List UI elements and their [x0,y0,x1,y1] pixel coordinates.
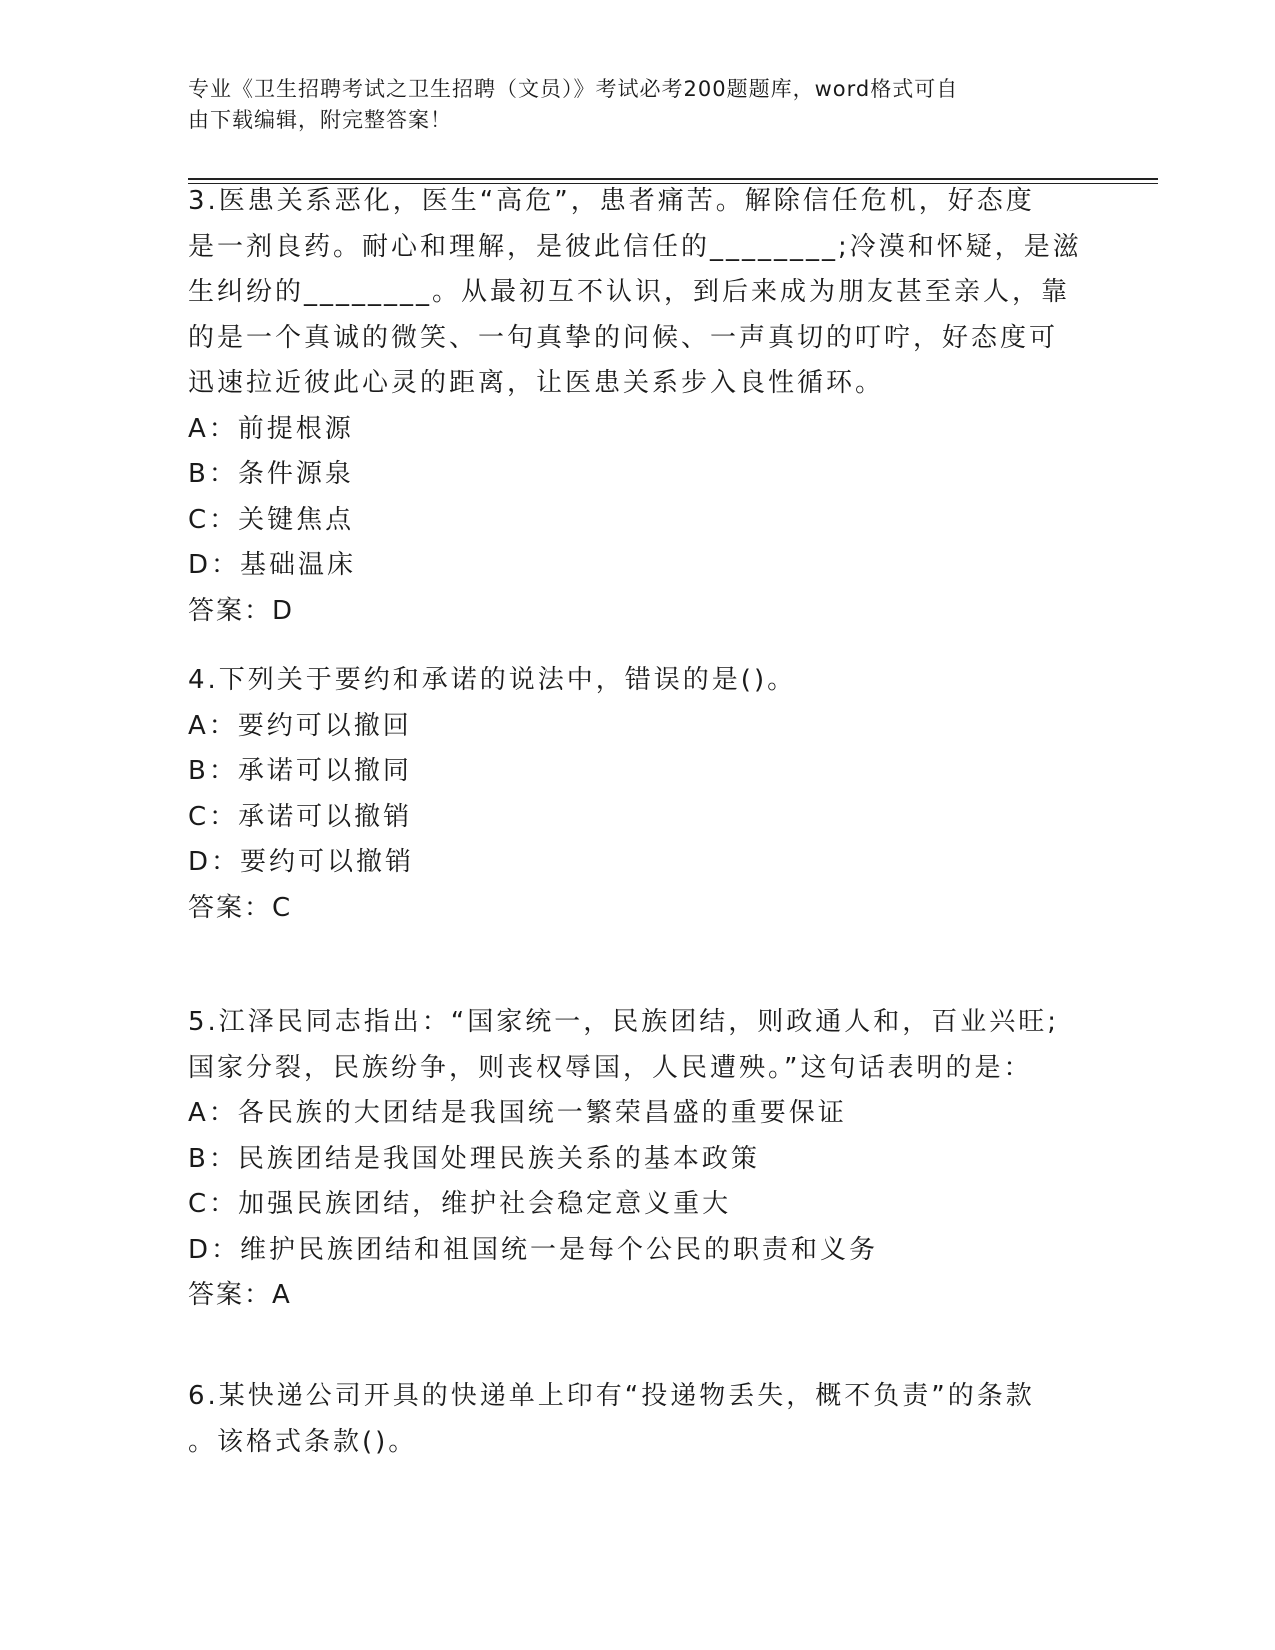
option-d: D：基础温床 [188,550,357,580]
question-4 [188,658,1088,931]
option-b: B：承诺可以撤同 [188,756,412,786]
question-stem-line: 生纠纷的________。从最初互不认识，到后来成为朋友甚至亲人，靠 [188,277,1071,307]
option-a: A：各民族的大团结是我国统一繁荣昌盛的重要保证 [188,1098,847,1128]
answer-label: 答案： [188,1280,273,1310]
question-stem-line: 国家分裂，民族纷争，则丧权辱国，人民遭殃。”这句话表明的是： [188,1052,1033,1083]
option-c: C：承诺可以撤销 [188,801,413,832]
question-stem-line: 。该格式条款()。 [188,1426,418,1457]
question-stem-line: 5.江泽民同志指出：“国家统一，民族团结，则政通人和，百业兴旺; [188,1007,1060,1037]
option-d: D：要约可以撤销 [188,847,415,877]
option-c: C：加强民族团结，维护社会稳定意义重大 [188,1189,732,1219]
header-line-2: 由下载编辑，附完整答案！ [188,108,452,132]
answer-label: 答案： [188,892,273,923]
question-3 [188,179,1088,634]
option-b: B：条件源泉 [188,459,354,489]
question-stem-line: 3.医患关系恶化，医生“高危”，患者痛苦。解除信任危机，好态度 [188,186,1035,216]
question-6 [188,1374,1088,1465]
answer-label: 答案： [188,595,273,626]
question-stem-line: 是一剂良药。耐心和理解，是彼此信任的________;冷漠和怀疑，是滋 [188,231,1082,262]
header-line-1: 专业《卫生招聘考试之卫生招聘（文员）》考试必考200题题库，word格式可自 [188,77,959,101]
option-c: C：关键焦点 [188,504,355,535]
question-stem-line: 4.下列关于要约和承诺的说法中，错误的是()。 [188,665,797,695]
question-stem-line: 6.某快递公司开具的快递单上印有“投递物丢失，概不负责”的条款 [188,1381,1035,1411]
question-5 [188,1000,1088,1319]
option-a: A：前提根源 [188,413,354,444]
option-a: A：要约可以撤回 [188,710,412,741]
answer-line [188,886,1088,932]
answer-line [188,589,1088,635]
answer-value: A [272,1280,293,1310]
question-stem-line: 迅速拉近彼此心灵的距离，让医患关系步入良性循环。 [188,368,885,398]
answer-value: C [272,892,294,923]
answer-line [188,1273,1088,1319]
answer-value: D [272,595,296,626]
option-b: B：民族团结是我国处理民族关系的基本政策 [188,1143,760,1174]
document-header [188,74,1068,136]
question-stem-line: 的是一个真诚的微笑、一句真挚的问候、一声真切的叮咛，好态度可 [188,322,1059,353]
option-d: D：维护民族团结和祖国统一是每个公民的职责和义务 [188,1234,879,1265]
